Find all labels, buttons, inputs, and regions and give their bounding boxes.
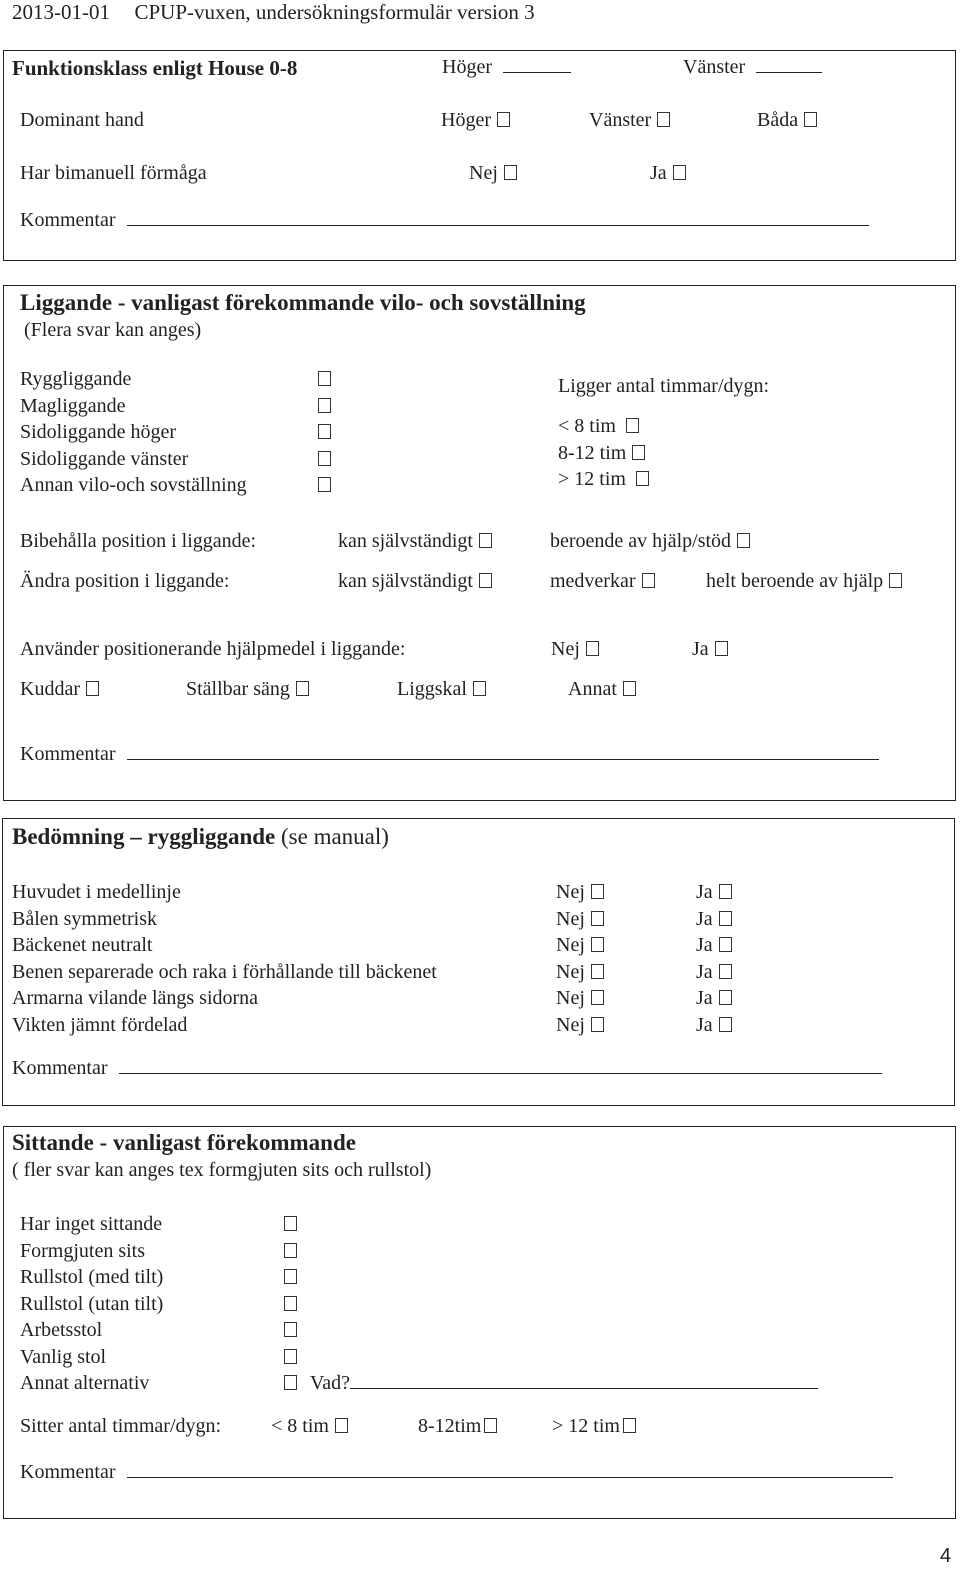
- house-right-field[interactable]: [442, 56, 571, 79]
- checkbox[interactable]: [479, 573, 492, 588]
- list-item: Annan vilo-och sovställning: [20, 474, 247, 496]
- aid-pillows[interactable]: [20, 678, 99, 701]
- lying-hours-label: Ligger antal timmar/dygn:: [558, 375, 770, 397]
- dominant-hand-left[interactable]: [589, 109, 670, 132]
- checkbox[interactable]: [889, 573, 902, 588]
- change-fully-dependent[interactable]: [706, 570, 902, 593]
- house-right-line[interactable]: [503, 56, 571, 73]
- option-label: Kuddar: [20, 678, 80, 700]
- no-option[interactable]: [556, 932, 604, 959]
- no-option[interactable]: [556, 906, 604, 933]
- page-number: 4: [940, 1545, 952, 1567]
- dominant-hand-both[interactable]: [757, 109, 817, 132]
- checkbox[interactable]: [804, 112, 817, 127]
- list-item: Arbetsstol: [20, 1319, 103, 1341]
- checkbox[interactable]: [719, 937, 732, 952]
- checkbox[interactable]: [623, 681, 636, 696]
- list-item: Bålen symmetrisk: [12, 907, 157, 930]
- lying-hours-options: [558, 413, 649, 493]
- list-item: Vanlig stol: [20, 1345, 107, 1368]
- checkbox[interactable]: [632, 445, 645, 460]
- heading-part: Bedömning: [12, 824, 125, 849]
- list-item: Annat alternativ: [20, 1372, 150, 1394]
- house-right-label: Höger: [442, 56, 492, 78]
- comment-line[interactable]: [127, 1461, 893, 1478]
- comment-label: Kommentar: [12, 1057, 108, 1079]
- checkbox[interactable]: [591, 1017, 604, 1032]
- yes-option[interactable]: [696, 932, 732, 959]
- option-label: Ja: [692, 638, 709, 660]
- checkbox[interactable]: [284, 1296, 297, 1311]
- checkbox[interactable]: [636, 471, 649, 486]
- checkbox[interactable]: [626, 418, 639, 433]
- option-label: Vänster: [589, 109, 652, 131]
- checkbox[interactable]: [591, 990, 604, 1005]
- checkbox[interactable]: [623, 1418, 636, 1433]
- checkbox[interactable]: [318, 371, 331, 386]
- checkbox[interactable]: [473, 681, 486, 696]
- option-label: < 8 tim: [271, 1415, 329, 1437]
- aid-adjustable-bed[interactable]: [186, 678, 309, 701]
- checkbox[interactable]: [284, 1269, 297, 1284]
- maintain-dependent[interactable]: [550, 530, 750, 553]
- no-option[interactable]: [556, 959, 604, 986]
- checkbox[interactable]: [715, 641, 728, 656]
- section1-comment[interactable]: [20, 209, 869, 232]
- sitting-hours-gt12[interactable]: [552, 1415, 636, 1438]
- option-label: 8-12tim: [418, 1415, 482, 1437]
- option-label: Nej: [556, 987, 585, 1009]
- aids-label: Använder positionerande hjälpmedel i liggande:: [20, 638, 406, 660]
- change-position-label: Ändra position i liggande:: [20, 570, 230, 592]
- option-label: Ja: [696, 987, 713, 1009]
- bimanual-yes[interactable]: [650, 162, 686, 185]
- checkbox[interactable]: [296, 681, 309, 696]
- section2-comment[interactable]: [20, 743, 879, 766]
- checkbox[interactable]: [591, 964, 604, 979]
- option-row[interactable]: [558, 440, 649, 467]
- aid-other[interactable]: [568, 678, 636, 701]
- option-label: Nej: [551, 638, 580, 660]
- list-item: Rullstol (med tilt): [20, 1266, 164, 1288]
- assessment-items: [12, 879, 437, 1038]
- option-label: kan självständigt: [338, 530, 473, 552]
- maintain-position-label: Bibehålla position i liggande:: [20, 530, 257, 552]
- comment-line[interactable]: [119, 1057, 882, 1074]
- checkbox[interactable]: [591, 884, 604, 899]
- yes-option[interactable]: [696, 985, 732, 1012]
- checkbox[interactable]: [284, 1322, 297, 1337]
- list-item: Har inget sittande: [20, 1213, 163, 1235]
- option-label: Båda: [757, 109, 799, 131]
- list-item: Huvudet i medellinje: [12, 881, 181, 903]
- option-label: Nej: [556, 960, 585, 983]
- checkbox[interactable]: [719, 990, 732, 1005]
- heading-part: ryggliggande: [147, 824, 276, 849]
- checkbox[interactable]: [284, 1243, 297, 1258]
- list-item: Rullstol (utan tilt): [20, 1292, 164, 1315]
- checkbox[interactable]: [591, 911, 604, 926]
- what-label: Vad?: [310, 1372, 350, 1394]
- list-item: Vikten jämnt fördelad: [12, 1013, 188, 1036]
- checkbox[interactable]: [284, 1216, 297, 1231]
- sitting-options-list: [20, 1211, 163, 1397]
- sitting-hours-lt8[interactable]: [271, 1415, 348, 1438]
- comment-line[interactable]: [127, 209, 869, 226]
- lying-positions-list: [20, 366, 247, 499]
- dominant-hand-label: Dominant hand: [20, 109, 144, 131]
- section2-heading: Liggande - vanligast förekommande vilo- och sovställning: [20, 290, 586, 315]
- checkbox[interactable]: [479, 533, 492, 548]
- checkbox[interactable]: [719, 964, 732, 979]
- sitting-checkboxes: [278, 1211, 818, 1397]
- header-date: 2013-01-01: [12, 0, 110, 24]
- checkbox[interactable]: [284, 1375, 297, 1390]
- lying-positions-checkboxes: [312, 366, 331, 499]
- option-label: 8-12 tim: [558, 441, 627, 464]
- checkbox[interactable]: [318, 398, 331, 413]
- option-label: Ja: [696, 960, 713, 983]
- comment-line[interactable]: [127, 743, 879, 760]
- section3-comment[interactable]: [12, 1057, 882, 1080]
- heading-dash: –: [130, 824, 142, 849]
- header-title: CPUP-vuxen, undersökningsformulär version 3: [134, 0, 535, 24]
- comment-label: Kommentar: [20, 743, 116, 765]
- checkbox[interactable]: [318, 451, 331, 466]
- checkbox[interactable]: [497, 112, 510, 127]
- option-label: Ja: [696, 1013, 713, 1036]
- assessment-yes-column: [696, 879, 732, 1038]
- option-label: Ja: [696, 907, 713, 930]
- option-label: Nej: [556, 934, 585, 956]
- house-left-label: Vänster: [683, 56, 746, 78]
- option-label: Höger: [441, 109, 491, 131]
- option-label: helt beroende av hjälp: [706, 570, 884, 592]
- checkbox[interactable]: [284, 1349, 297, 1364]
- option-label: > 12 tim: [558, 468, 626, 490]
- option-label: < 8 tim: [558, 415, 616, 437]
- comment-label: Kommentar: [20, 209, 116, 231]
- assessment-no-column: [556, 879, 604, 1038]
- option-row[interactable]: [558, 413, 649, 440]
- option-label: kan självständigt: [338, 570, 473, 592]
- list-item: Magliggande: [20, 394, 126, 417]
- checkbox[interactable]: [657, 112, 670, 127]
- checkbox[interactable]: [737, 533, 750, 548]
- checkbox[interactable]: [719, 884, 732, 899]
- list-item: Armarna vilande längs sidorna: [12, 987, 259, 1009]
- house-left-field[interactable]: [683, 56, 822, 79]
- option-label: Liggskal: [397, 678, 467, 700]
- checkbox[interactable]: [591, 937, 604, 952]
- section4-heading: Sittande - vanligast förekommande: [12, 1130, 356, 1155]
- section4-subheading: ( fler svar kan anges tex formgjuten sits och rullstol): [12, 1159, 432, 1181]
- option-label: Ja: [696, 934, 713, 956]
- change-participates[interactable]: [550, 570, 655, 593]
- comment-label: Kommentar: [20, 1461, 116, 1483]
- no-option[interactable]: [556, 879, 604, 906]
- list-item: Sidoliggande vänster: [20, 447, 189, 470]
- checkbox[interactable]: [484, 1418, 497, 1433]
- section4-comment[interactable]: [20, 1461, 893, 1484]
- option-label: Ställbar säng: [186, 678, 290, 700]
- checkbox[interactable]: [335, 1418, 348, 1433]
- option-label: Ja: [696, 881, 713, 903]
- yes-option[interactable]: [696, 959, 732, 986]
- option-label: Annat: [568, 678, 617, 700]
- option-label: Ja: [650, 162, 667, 184]
- no-option[interactable]: [556, 1012, 604, 1039]
- aids-yes[interactable]: [692, 638, 728, 661]
- bimanual-no[interactable]: [469, 162, 517, 185]
- checkbox[interactable]: [586, 641, 599, 656]
- checkbox[interactable]: [673, 165, 686, 180]
- sitting-hours-8-12[interactable]: [418, 1415, 497, 1438]
- checkbox[interactable]: [642, 573, 655, 588]
- section3-heading: [12, 824, 389, 850]
- list-item: Bäckenet neutralt: [12, 934, 153, 956]
- option-row[interactable]: [558, 466, 649, 493]
- option-label: Nej: [556, 907, 585, 930]
- bimanual-label: Har bimanuell förmåga: [20, 162, 207, 184]
- yes-option[interactable]: [696, 1012, 732, 1039]
- maintain-independent[interactable]: [338, 530, 492, 553]
- heading-part: (se manual): [281, 824, 389, 849]
- option-label: Nej: [469, 162, 498, 184]
- option-label: Nej: [556, 1013, 585, 1036]
- option-label: > 12 tim: [552, 1415, 620, 1437]
- aid-lying-shell[interactable]: [397, 678, 486, 701]
- checkbox[interactable]: [719, 1017, 732, 1032]
- checkbox[interactable]: [318, 477, 331, 492]
- change-independent[interactable]: [338, 570, 492, 593]
- sitting-hours-label: Sitter antal timmar/dygn:: [20, 1415, 222, 1437]
- what-line[interactable]: [350, 1372, 818, 1389]
- dominant-hand-right[interactable]: [441, 109, 510, 132]
- list-item: Sidoliggande höger: [20, 421, 177, 443]
- checkbox[interactable]: [504, 165, 517, 180]
- house-left-line[interactable]: [756, 56, 822, 73]
- yes-option[interactable]: [696, 906, 732, 933]
- list-item: Formgjuten sits: [20, 1239, 146, 1262]
- option-label: beroende av hjälp/stöd: [550, 530, 732, 552]
- document-header: [12, 0, 535, 25]
- option-label: Nej: [556, 881, 585, 903]
- list-item: Ryggliggande: [20, 368, 132, 390]
- section2-subheading: (Flera svar kan anges): [24, 319, 202, 341]
- option-label: medverkar: [550, 570, 636, 592]
- yes-option[interactable]: [696, 879, 732, 906]
- checkbox[interactable]: [318, 424, 331, 439]
- section1-heading: Funktionsklass enligt House 0-8: [12, 56, 298, 80]
- checkbox[interactable]: [719, 911, 732, 926]
- aids-no[interactable]: [551, 638, 599, 661]
- list-item: Benen separerade och raka i förhållande till bäckenet: [12, 960, 437, 983]
- checkbox[interactable]: [86, 681, 99, 696]
- no-option[interactable]: [556, 985, 604, 1012]
